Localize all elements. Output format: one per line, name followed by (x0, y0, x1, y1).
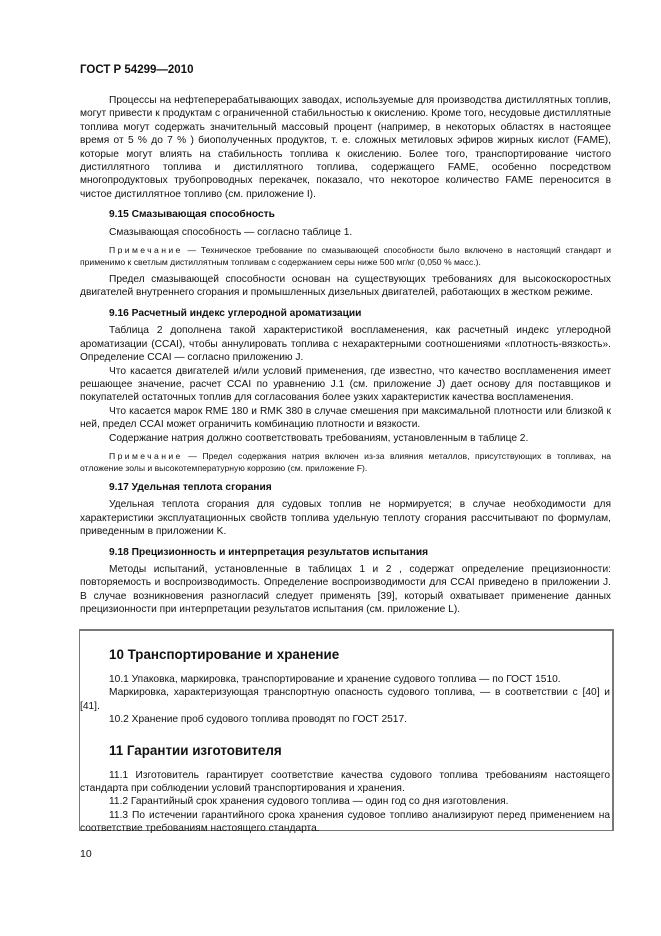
note (80, 244, 611, 268)
section-11-title: 11 Гарантии изготовителя (109, 742, 282, 758)
section-10-title: 10 Транспортирование и хранение (109, 647, 340, 662)
heading-9-15: 9.15 Смазывающая способность (109, 209, 275, 221)
paragraph: 10.1 Упаковка, маркировка, транспортирование и хранение судового топлива — по ГОСТ 1510. (109, 674, 561, 685)
boxed-sections (79, 629, 614, 835)
paragraph: 11.2 Гарантийный срок хранения судового топлива — один год со дня изготовления. (109, 796, 509, 808)
paragraph: Что касается марок RME 180 и RMK 380 в случае смешения при максимальной плотности или близкой к ней, предел CCAI может ограничить комбинацию плотности и вязкости. (80, 405, 611, 431)
paragraph: Удельная теплота сгорания для судовых топлив не нормируется; в случае необходимости для характеристики эксплуатационных свойств топлива удельную теплоту сгорания рассчитывают по формулам, приведенным в приложении K. (80, 499, 611, 538)
paragraph: Смазывающая способность — согласно таблице 1. (109, 226, 353, 238)
paragraph: Содержание натрия должно соответствовать требованиям, установленным в таблице 2. (109, 432, 529, 444)
paragraph: Методы испытаний, установленные в таблицах 1 и 2 , содержат определение прецизионности: повторяемость и воспроизводимость. Определение воспроизводимости для CCAI приведено в приложении J. В случае возникновения разногласий следует применять [39], который охватывает применение данных прецизионности при интерпретации результатов испытания (см. приложение L). (80, 563, 611, 616)
paragraph: 11.1 Изготовитель гарантирует соответствие качества судового топлива требованиям настоящего стандарта при соблюдении условий транспортирования и хранения. (80, 769, 610, 795)
paragraph: Таблица 2 дополнена такой характеристикой воспламенения, как расчетный индекс углеродной ароматизации (CCAI), чтобы аннулировать топлива с нехарактерными соотношениями «плотность-вязкость». Определение CCAI — согласно приложению J. (80, 325, 611, 364)
note-label: Примечание (109, 450, 183, 461)
paragraph: Маркировка, характеризующая транспортную опасность судового топлива, — в соответствии с [40] и [41]. (80, 687, 610, 712)
paragraph: Предел смазывающей способности основан на существующих требованиях для высокоскоростных двигателей внутреннего сгорания и промышленных дизельных двигателей, работающих в жестком режиме. (80, 274, 611, 299)
note-text: — Предел содержания натрия включен из-за влияния металлов, присутствующих в топливах, на отложение золы и высокотемпературную коррозию (см. приложение F). (80, 450, 611, 473)
page-number: 10 (80, 848, 92, 860)
heading-9-17: 9.17 Удельная теплота сгорания (109, 481, 272, 493)
paragraph: 10.2 Хранение проб судового топлива проводят по ГОСТ 2517. (109, 714, 407, 726)
heading-9-16: 9.16 Расчетный индекс углеродной ароматизации (109, 307, 362, 319)
paragraph: 11.3 По истечении гарантийного срока хранения судовое топливо анализируют перед применением на соответствие требованиям настоящего стандарта. (80, 809, 610, 835)
document-header: ГОСТ Р 54299—2010 (80, 64, 194, 76)
note-text: — Техническое требование по смазывающей способности было включено в настоящий стандарт и применимо к светлым дистиллятным топливам с содержанием серы ниже 500 мг/кг (0,050 % масс.). (80, 245, 611, 268)
main-text (80, 94, 611, 617)
note-label: Примечание (109, 245, 183, 256)
paragraph: Что касается двигателей и/или условий применения, где известно, что качество воспламенения имеет решающее значение, расчет CCAI по уравнению J.1 (см. приложение J) дает основу для поставщиков и покупателей остаточных топлив для согласования более узких характеристик качества воспламенения. (80, 365, 611, 404)
intro-paragraph: Процессы на нефтеперерабатывающих заводах, используемые для производства дистиллятных топлив, могут привести к продуктам с ограниченной стабильностью к окислению. Кроме того, несудовые дистиллятные топлива могут содержать значительный массовый процент (например, в некоторых областях в настоящее время от 5 % до 7 % ) биополученных продуктов, т. е. сложных метиловых эфиров жирных кислот (FAME), которые могут влиять на стабильность топлива к окислению. Более того, транспортирование чистого дистиллятного топлива и дистиллятного топлива, содержащего FAME, особенно посредством многопродуктовых трубопроводных перекачек, показало, что некоторое количество FAME переносится в чистое дистиллятное топливо (см. приложение I). (80, 95, 611, 200)
heading-9-18: 9.18 Прецизионность и интерпретация результатов испытания (109, 546, 429, 558)
note (80, 450, 611, 474)
